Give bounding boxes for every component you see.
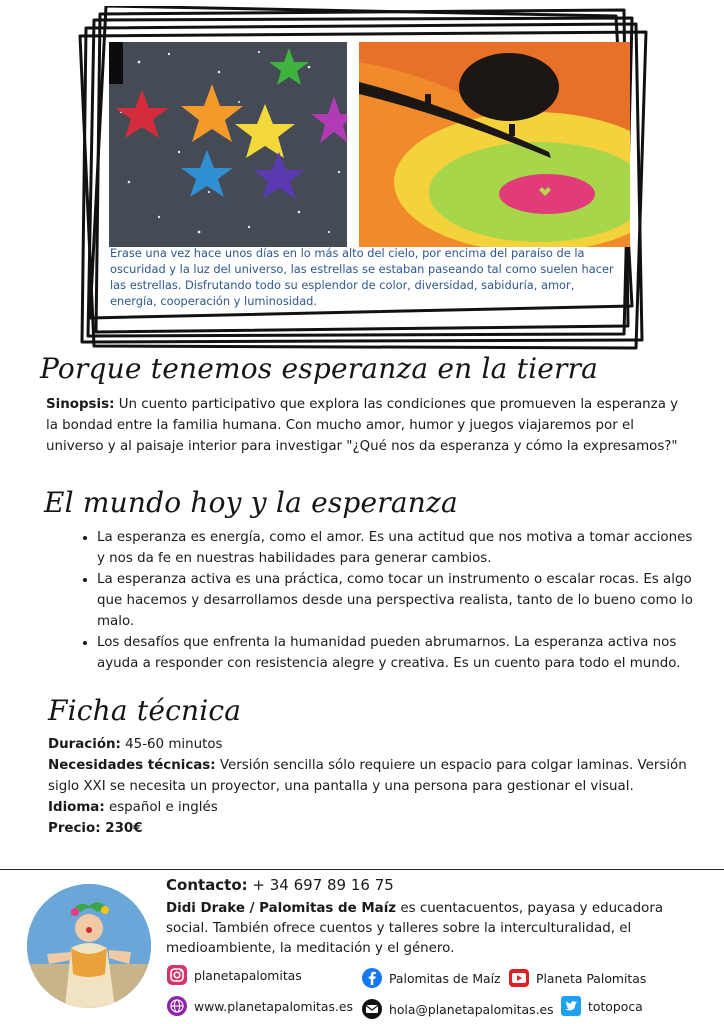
heading-mundo-hoy: El mundo hoy y la esperanza <box>44 486 458 519</box>
esperanza-bullet-list <box>80 527 697 674</box>
list-item: • La esperanza es energía, como el amor. Es una actitud que nos motiva a tomar acciones y nos da fe en nuestras habilidades para generar cambios. <box>97 527 697 569</box>
youtube-icon <box>508 967 530 989</box>
instagram-handle: planetapalomitas <box>194 967 302 983</box>
instagram-icon <box>166 964 188 986</box>
ficha-necesidades <box>48 755 688 797</box>
precio-label: Precio: <box>48 821 101 836</box>
sinopsis-label: Sinopsis: <box>46 397 115 412</box>
sinopsis-text: Un cuento participativo que explora las condiciones que promueven la esperanza y la bondad entre la familia humana. Con mucho amor, humor y juegos viajaremos por el universo y al paisaje interior para investigar "¿Qué nos da esperanza y cómo la expresamos?" <box>46 397 679 454</box>
ficha-tecnica-block <box>48 734 688 839</box>
social-email[interactable] <box>361 998 554 1020</box>
necesidades-label: Necesidades técnicas: <box>48 758 216 773</box>
twitter-handle: totopoca <box>588 998 643 1014</box>
website-link: www.planetapalomitas.es <box>194 998 353 1014</box>
social-youtube[interactable] <box>508 967 646 989</box>
heading-esperanza-tierra: Porque tenemos esperanza en la tierra <box>40 352 599 385</box>
facebook-icon <box>361 967 383 989</box>
email-address: hola@planetapalomitas.es <box>389 1001 554 1017</box>
heading-ficha-tecnica: Ficha técnica <box>48 694 242 727</box>
social-web[interactable] <box>166 995 353 1017</box>
duracion-label: Duración: <box>48 737 121 752</box>
contact-label: Contacto: <box>166 876 248 894</box>
avatar <box>27 884 151 1008</box>
footer-divider <box>0 869 724 870</box>
envelope-icon <box>361 998 383 1020</box>
social-facebook[interactable] <box>361 967 501 989</box>
story-panel <box>76 6 650 351</box>
list-item: • La esperanza activa es una práctica, como tocar un instrumento o escalar rocas. Es algo que hacemos y desarrollamos desde una perspectiva realista, tanto de lo bueno como lo malo. <box>97 569 697 632</box>
ficha-duracion <box>48 734 688 755</box>
bio-paragraph <box>166 899 706 959</box>
contact-phone[interactable]: + 34 697 89 16 75 <box>247 876 394 894</box>
facebook-page: Palomitas de Maíz <box>389 970 501 986</box>
youtube-channel: Planeta Palomitas <box>536 970 647 986</box>
duracion-value: 45-60 minutos <box>120 737 223 752</box>
contact-block <box>166 874 706 959</box>
globe-icon <box>166 995 188 1017</box>
contact-line <box>166 874 706 896</box>
social-instagram[interactable] <box>166 964 302 986</box>
bio-name: Didi Drake / Palomitas de Maíz <box>166 901 397 916</box>
list-item: • Los desafíos que enfrenta la humanidad pueden abrumarnos. La esperanza activa nos ayuda a responder con resistencia alegre y creativa. Es un cuento para todo el mundo. <box>97 632 697 674</box>
idioma-label: Idioma: <box>48 800 105 815</box>
tree-illustration <box>359 42 630 247</box>
twitter-icon <box>560 995 582 1017</box>
idioma-value: español e inglés <box>104 800 218 815</box>
bio-text: es cuentacuentos, payasa y educadora social. También ofrece cuentos y talleres sobre la interculturalidad, el medioambiente, la meditación y el género. <box>166 901 664 956</box>
social-twitter[interactable] <box>560 995 643 1017</box>
precio-value: 230€ <box>100 821 143 836</box>
ficha-idioma <box>48 797 688 818</box>
sinopsis-paragraph <box>46 394 686 457</box>
ficha-precio <box>48 818 688 839</box>
stars-illustration <box>109 42 347 247</box>
story-caption: Erase una vez hace unos días en lo más alto del cielo, por encima del paraíso de la oscuridad y la luz del universo, las estrellas se estaban paseando tal como suelen hacer las estrellas. Disfrutando todo su esplendor de color, diversidad, sabiduría, amor, energía, cooperación y luminosidad. <box>110 246 614 308</box>
necesidades-value: Versión sencilla sólo requiere un espacio para colgar laminas. Versión siglo XXI se necesita un proyector, una pantalla y una persona para gestionar el visual. <box>48 758 687 794</box>
